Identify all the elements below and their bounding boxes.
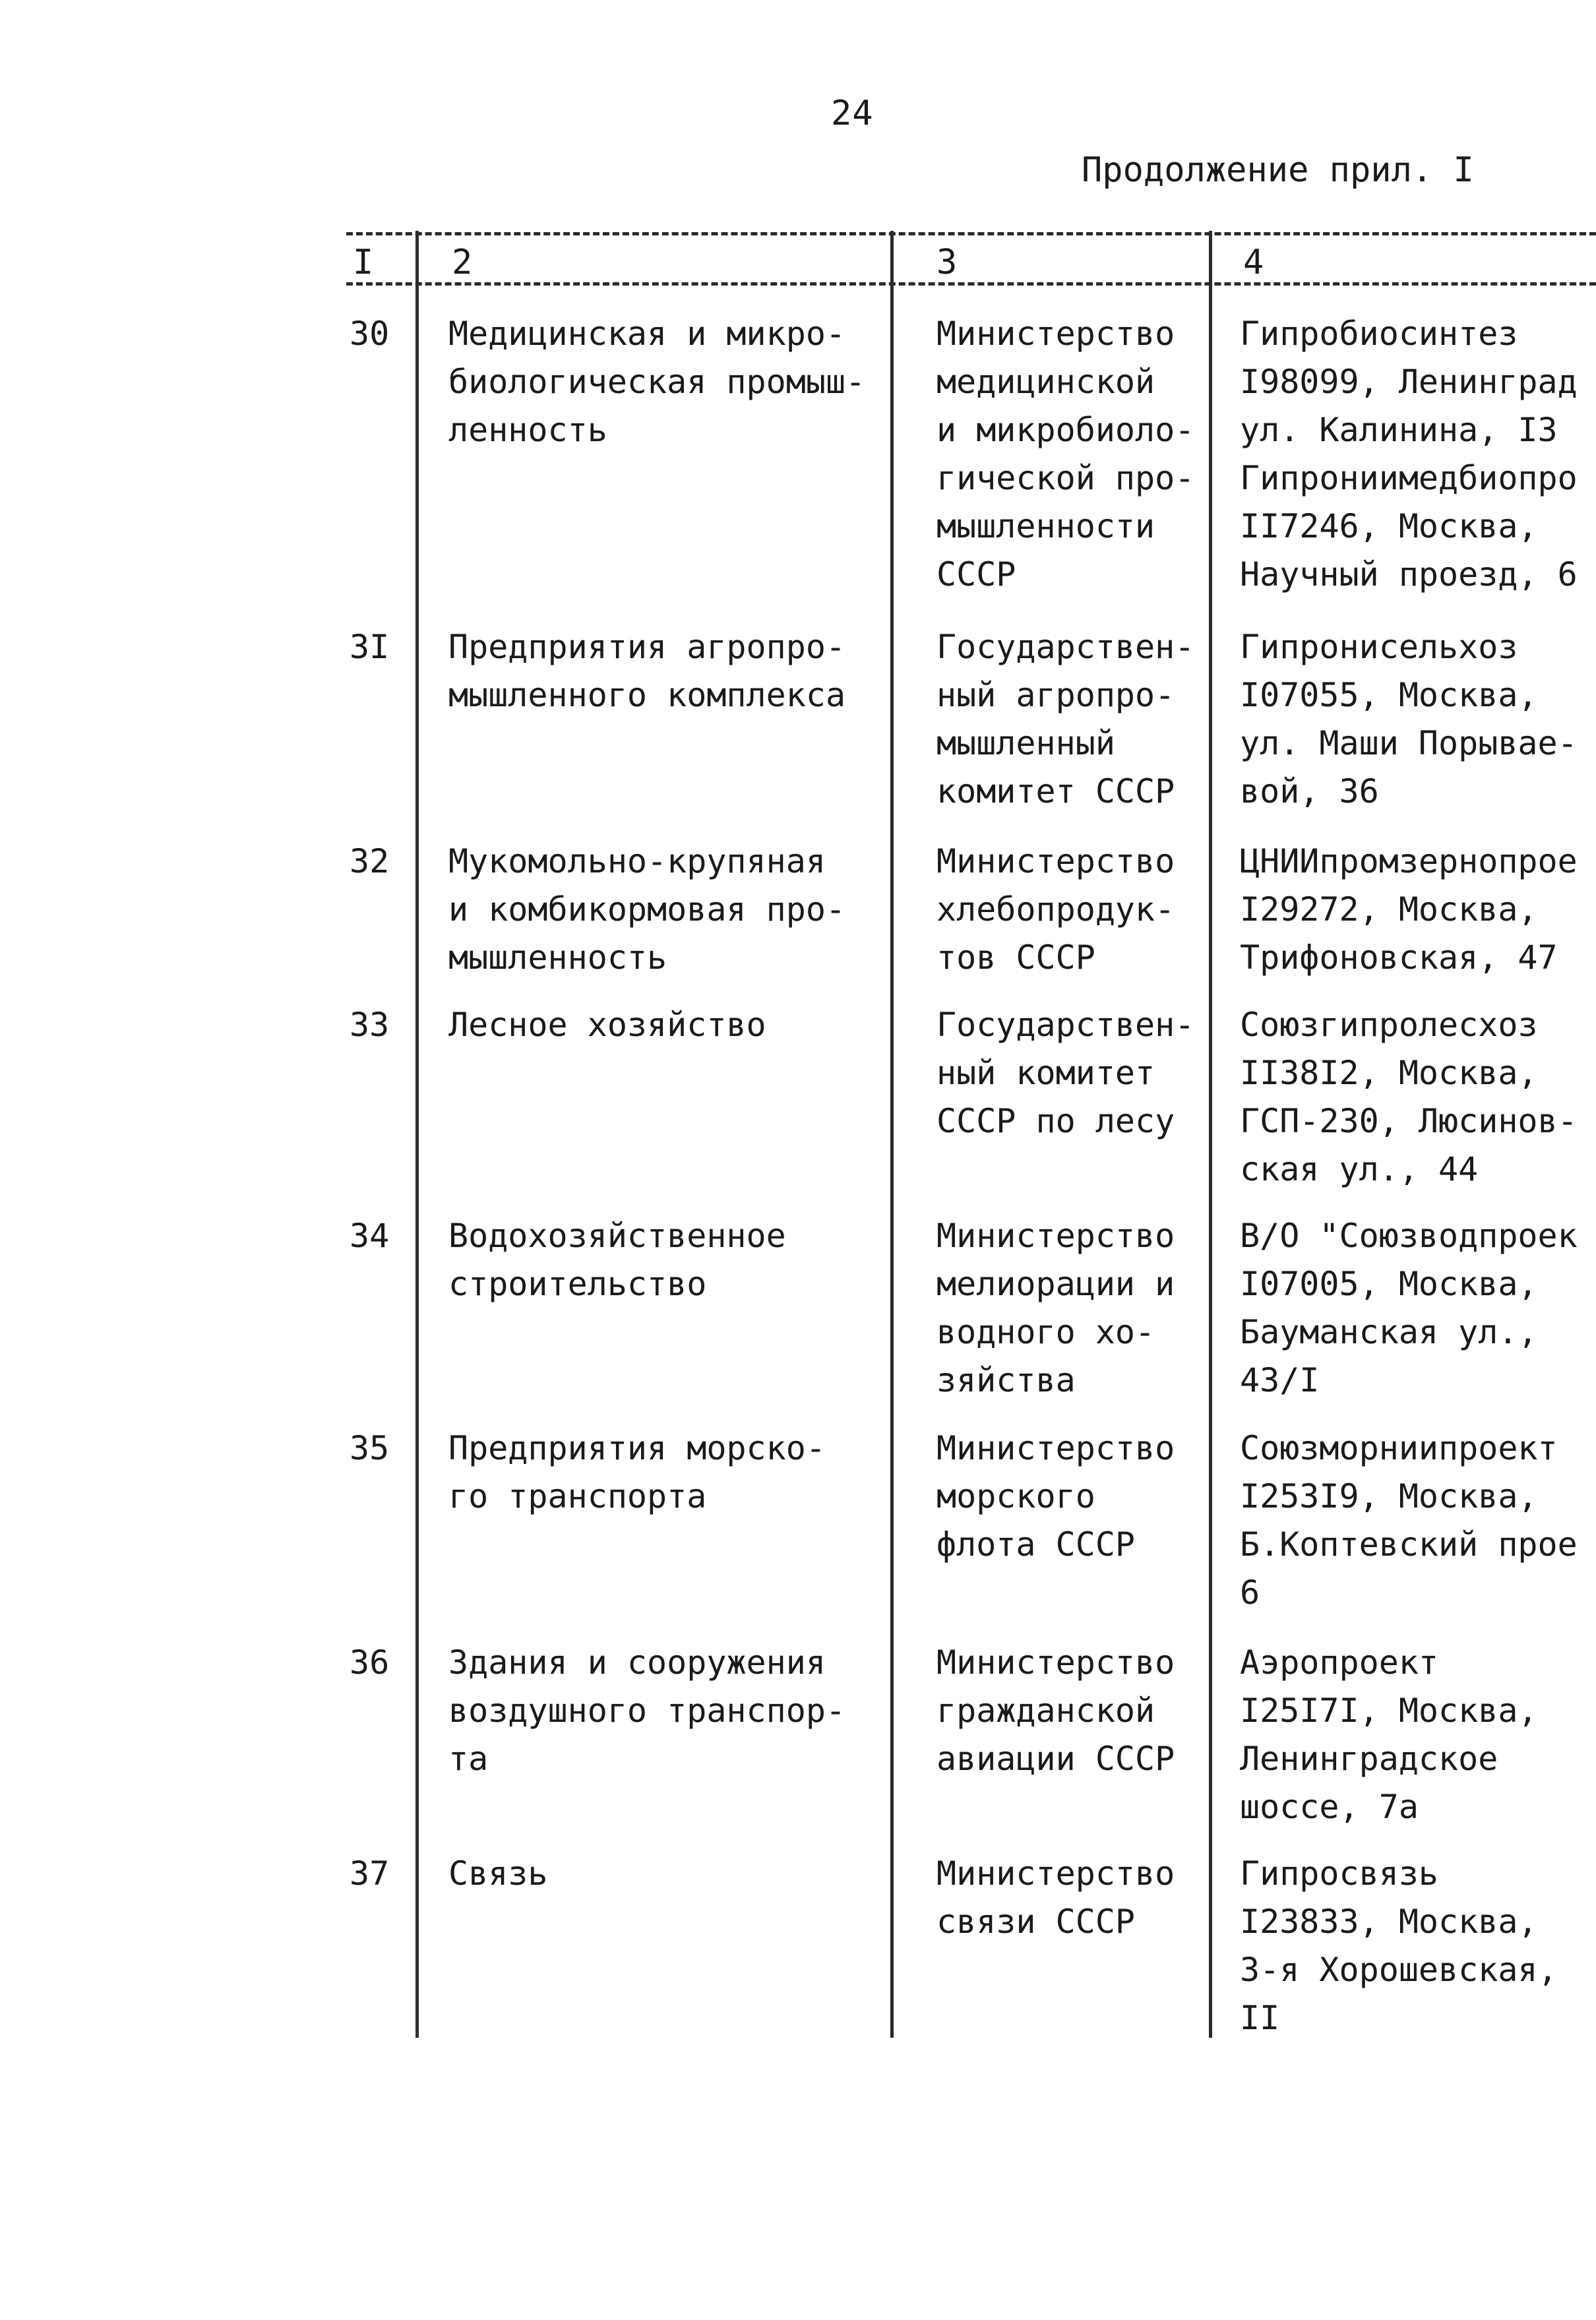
continuation-label: Продолжение прил. I	[1082, 150, 1474, 190]
column-header-4: 4	[1243, 243, 1264, 282]
row-number: 30	[350, 315, 390, 353]
row-number: 37	[350, 1854, 390, 1893]
table-top-rule	[346, 232, 1596, 235]
row-ministry: Министерство мелиорации и водного хо- зяйства	[936, 1217, 1175, 1399]
row-ministry: Министерство связи СССР	[936, 1854, 1175, 1941]
row-sector: Водохозяйственное строительство	[448, 1217, 786, 1303]
column-header-1: I	[353, 243, 374, 282]
row-sector: Предприятия агропро- мышленного комплекса	[448, 628, 846, 714]
row-ministry: Государствен- ный агропро- мышленный комитет СССР	[936, 628, 1195, 810]
column-divider-2	[890, 231, 894, 2038]
row-sector: Связь	[448, 1854, 548, 1893]
row-institute: Гипробиосинтез I98099, Ленинград ул. Калинина, I3 Гипрониимедбиопро II7246, Москва, Научный проезд, 6	[1240, 315, 1578, 594]
table-header-rule	[346, 282, 1596, 286]
row-number: 32	[350, 842, 390, 880]
row-sector: Предприятия морско- го транспорта	[448, 1429, 826, 1515]
column-divider-3	[1209, 231, 1212, 2038]
page-number: 24	[831, 94, 874, 133]
row-number: 33	[350, 1006, 390, 1044]
row-sector: Лесное хозяйство	[448, 1006, 766, 1044]
row-ministry: Министерство медицинской и микробиоло- гической про- мышленности СССР	[936, 315, 1195, 594]
row-number: 36	[350, 1643, 390, 1682]
row-number: 3I	[350, 628, 390, 666]
column-divider-1	[415, 231, 419, 2038]
row-number: 34	[350, 1217, 390, 1255]
row-sector: Мукомольно-крупяная и комбикормовая про- мышленность	[448, 842, 846, 977]
row-institute: Гипросвязь I23833, Москва, 3-я Хорошевская, II	[1240, 1854, 1558, 2037]
row-ministry: Министерство гражданской авиации СССР	[936, 1643, 1175, 1778]
row-number: 35	[350, 1429, 390, 1467]
row-institute: Гипронисельхоз I07055, Москва, ул. Маши Порывае- вой, 36	[1240, 628, 1578, 810]
row-ministry: Государствен- ный комитет СССР по лесу	[936, 1006, 1195, 1140]
column-header-2: 2	[452, 243, 473, 282]
row-institute: Союзгипролесхоз II38I2, Москва, ГСП-230, Люсинов- ская ул., 44	[1240, 1006, 1578, 1188]
row-sector: Медицинская и микро- биологическая промыш- ленность	[448, 315, 866, 449]
row-ministry: Министерство морского флота СССР	[936, 1429, 1175, 1564]
row-institute: Аэропроект I25I7I, Москва, Ленинградское шоссе, 7а	[1240, 1643, 1538, 1826]
row-institute: Союзморниипроект I253I9, Москва, Б.Коптевский прое 6	[1240, 1429, 1578, 1612]
column-header-3: 3	[936, 243, 958, 282]
row-sector: Здания и сооружения воздушного транспор- та	[448, 1643, 846, 1778]
row-ministry: Министерство хлебопродук- тов СССР	[936, 842, 1175, 977]
row-institute: В/О "Союзводпроек I07005, Москва, Бауманская ул., 43/I	[1240, 1217, 1578, 1399]
row-institute: ЦНИИпромзернопрое I29272, Москва, Трифоновская, 47	[1240, 842, 1578, 977]
